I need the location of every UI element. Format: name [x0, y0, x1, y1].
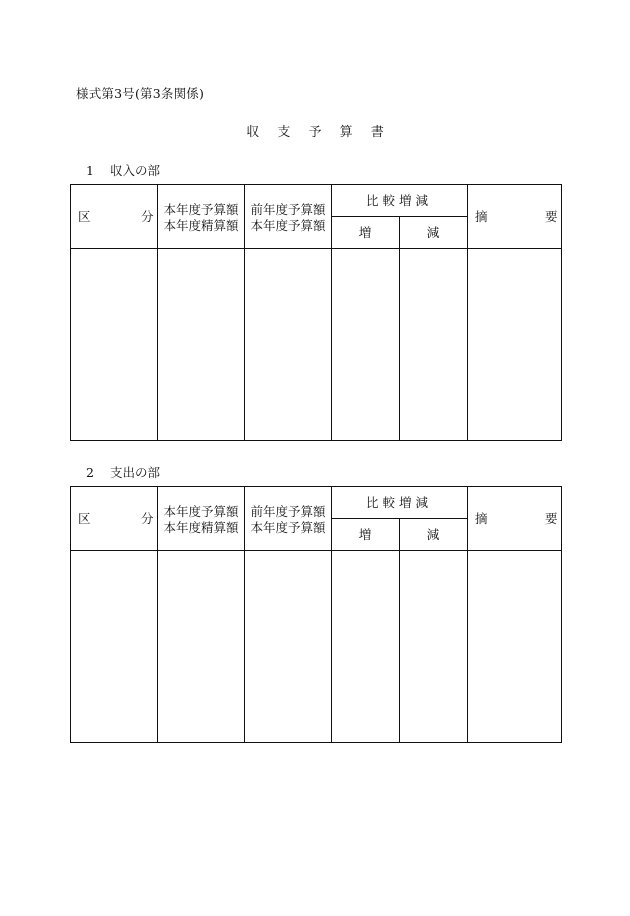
section-number: 1	[86, 163, 94, 178]
header-category-char2: 分	[141, 209, 154, 224]
header-category-char2: 分	[141, 511, 154, 526]
header-increase: 増	[358, 527, 372, 542]
header-line: 本年度予算額	[163, 504, 239, 519]
header-remarks-char2: 要	[545, 511, 558, 526]
header-line: 本年度精算額	[163, 520, 239, 535]
header-category-char1: 区	[78, 209, 91, 224]
header-remarks-char1: 摘	[475, 511, 488, 526]
header-line: 本年度予算額	[250, 520, 326, 535]
section-number: 2	[86, 465, 94, 480]
form-label: 様式第3号(第3条関係)	[76, 86, 205, 101]
header-line: 前年度予算額	[250, 202, 326, 217]
header-previous-budget	[245, 504, 331, 536]
header-increase: 増	[358, 225, 372, 240]
header-line: 本年度予算額	[163, 202, 239, 217]
document-title: 収 支 予 算 書	[246, 125, 384, 140]
header-line: 本年度精算額	[163, 218, 239, 233]
section-title: 支出の部	[109, 465, 160, 480]
header-current-budget	[158, 504, 244, 536]
header-category-char1: 区	[78, 511, 91, 526]
income-table	[70, 184, 562, 441]
header-comparison: 比較増減	[365, 193, 432, 208]
header-remarks-char1: 摘	[475, 209, 488, 224]
section-heading-expenditure	[86, 463, 160, 481]
header-line: 本年度予算額	[250, 218, 326, 233]
header-comparison: 比較増減	[365, 495, 432, 510]
header-decrease: 減	[426, 527, 440, 542]
header-decrease: 減	[426, 225, 440, 240]
header-previous-budget	[245, 202, 331, 234]
header-remarks-char2: 要	[545, 209, 558, 224]
section-title: 収入の部	[109, 163, 160, 178]
expenditure-table	[70, 486, 562, 743]
header-current-budget	[158, 202, 244, 234]
header-line: 前年度予算額	[250, 504, 326, 519]
section-heading-income	[86, 161, 160, 179]
